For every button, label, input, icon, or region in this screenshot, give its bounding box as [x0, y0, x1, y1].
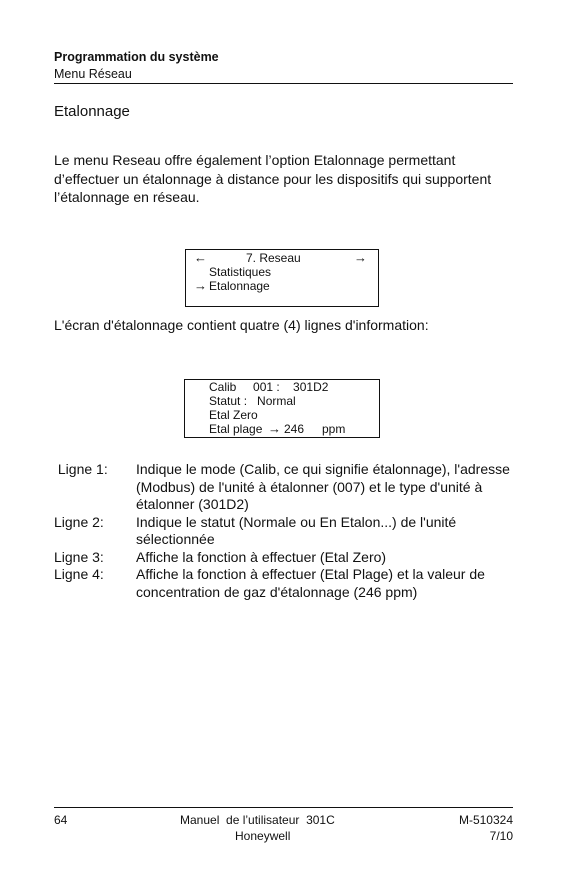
definition-item — [54, 566, 524, 601]
footer-company: Honeywell — [235, 829, 291, 843]
calib-line-4-unit: ppm — [322, 422, 346, 436]
definition-key: Ligne 3: — [54, 548, 104, 565]
calib-display — [184, 379, 380, 438]
right-arrow-icon: → — [354, 250, 367, 265]
selector-arrow-icon: → — [194, 278, 207, 293]
menu-display — [185, 249, 379, 307]
footer-doc-number: M-510324 — [458, 813, 513, 827]
calib-line-4-label: Etal plage — [209, 422, 263, 436]
calib-arrow-icon: → — [268, 421, 281, 436]
definition-key: Ligne 4: — [54, 566, 104, 582]
header-divider — [54, 83, 513, 84]
section-title: Etalonnage — [54, 103, 130, 120]
definition-key: Ligne 2: — [54, 513, 104, 530]
header-title: Programmation du système — [54, 50, 219, 64]
definition-text: Indique le mode (Calib, ce qui signifie étalonnage), l'adresse (Modbus) de l'unité à étalonner (007) et le type d'unité à étalonner (301D2) — [136, 461, 510, 512]
definition-text: Affiche la fonction à effectuer (Etal Plage) et la valeur de concentration de gaz d'étalonnage (246 ppm) — [136, 566, 485, 600]
footer-divider — [54, 807, 513, 808]
intro-paragraph: Le menu Reseau offre également l’option Etalonnage permettant d’effectuer un étalonnage à distance pour les dispositifs qui supportent l’étalonnage en réseau. — [54, 152, 492, 205]
definition-item — [54, 549, 524, 567]
definition-item — [54, 461, 524, 514]
header-subtitle: Menu Réseau — [54, 67, 132, 81]
calib-line-2: Statut : Normal — [209, 394, 296, 408]
definition-text: Indique le statut (Normale ou En Etalon...) de l'unité sélectionnée — [136, 513, 457, 547]
menu-display-title: 7. Reseau — [246, 251, 301, 265]
line-definitions — [54, 461, 524, 601]
menu-item-etalonnage: Etalonnage — [209, 279, 270, 293]
left-arrow-icon: ← — [194, 250, 207, 265]
definition-text: Affiche la fonction à effectuer (Etal Zero) — [136, 548, 387, 565]
menu-item-statistiques: Statistiques — [209, 265, 272, 279]
definition-item — [54, 514, 524, 549]
footer-date: 7/10 — [489, 829, 513, 843]
definition-key: Ligne 1: — [54, 461, 108, 477]
calib-line-1: Calib 001 : 301D2 — [209, 380, 329, 394]
calib-line-4-value: 246 — [284, 422, 305, 436]
page-number: 64 — [54, 813, 68, 827]
footer-manual-title: Manuel de l’utilisateur 301C — [180, 813, 335, 827]
screen-intro: L'écran d'étalonnage contient quatre (4) lignes d'information: — [54, 317, 429, 333]
calib-line-3: Etal Zero — [209, 408, 258, 422]
